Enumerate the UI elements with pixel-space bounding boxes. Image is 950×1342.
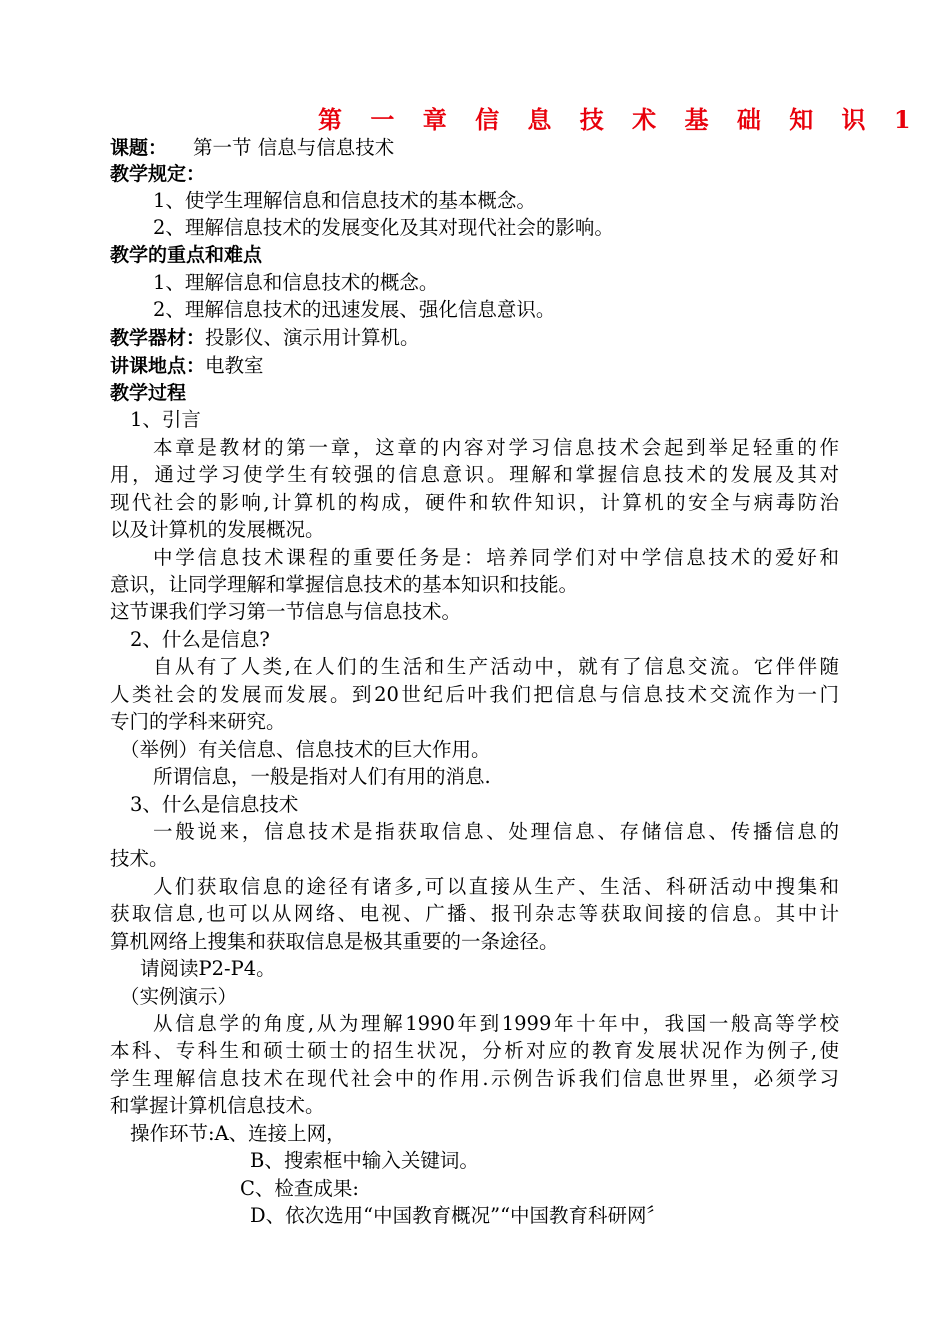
body-line: 专门的学科来研究。 (110, 710, 286, 733)
operation-step-d: D、依次选用“中国教育概况”“中国教育科研网〞 (250, 1204, 667, 1227)
body-line: 人类社会的发展而发展。到20世纪后叶我们把信息与信息技术交流作为一门 (110, 683, 839, 706)
location-line (110, 353, 264, 379)
section-heading-info-tech: 3、什么是信息技术 (130, 793, 299, 816)
body-line: 自从有了人类,在人们的生活和生产活动中，就有了信息交流。它伴伴随 (153, 655, 839, 678)
process-heading: 教学过程 (110, 382, 187, 404)
body-line: 获取信息,也可以从网络、电视、广播、报刊杂志等获取间接的信息。其中计 (110, 902, 839, 925)
body-line: 算机网络上搜集和获取信息是极其重要的一条途径。 (110, 930, 559, 953)
body-line: 现代社会的影响,计算机的构成，硬件和软件知识，计算机的安全与病毒防治 (110, 491, 839, 514)
body-line: 这节课我们学习第一节信息与信息技术。 (110, 600, 462, 623)
body-line: 中学信息技术课程的重要任务是：培养同学们对中学信息技术的爱好和 (153, 546, 839, 569)
body-line: 学生理解信息技术在现代社会中的作用.示例告诉我们信息世界里，必须学习 (110, 1067, 839, 1090)
operation-step-b: B、搜索框中输入关键词。 (250, 1149, 479, 1172)
body-line: 和掌握计算机信息技术。 (110, 1094, 325, 1117)
requirements-heading: 教学规定： (110, 163, 206, 185)
equipment-label: 教学器材： (110, 327, 206, 349)
requirement-item: 2、理解信息技术的发展变化及其对现代社会的影响。 (153, 216, 614, 239)
requirement-item: 1、使学生理解信息和信息技术的基本概念。 (153, 189, 536, 212)
body-line: 本章是教材的第一章，这章的内容对学习信息技术会起到举足轻重的作 (153, 436, 839, 459)
operation-step-c: C、检查成果: (240, 1177, 359, 1200)
focus-heading: 教学的重点和难点 (110, 244, 263, 266)
body-line: 技术。 (110, 847, 169, 870)
location-value: 电教室 (205, 354, 264, 377)
body-line: 意识，让同学理解和掌握信息技术的基本知识和技能。 (110, 573, 579, 596)
body-line: 所谓信息，一般是指对人们有用的消息. (153, 765, 491, 788)
focus-item: 2、理解信息技术的迅速发展、强化信息意识。 (153, 298, 556, 321)
equipment-line (110, 325, 420, 351)
section-heading-what-is-info: 2、什么是信息? (130, 628, 270, 651)
body-line: （举例）有关信息、信息技术的巨大作用。 (120, 738, 491, 761)
body-line: 从信息学的角度,从为理解1990年到1999年十年中，我国一般高等学校 (153, 1012, 839, 1035)
location-label: 讲课地点： (110, 355, 206, 377)
subject-line (110, 135, 394, 161)
focus-item: 1、理解信息和信息技术的概念。 (153, 271, 439, 294)
section-heading-intro: 1、引言 (130, 408, 201, 431)
body-line: （实例演示） (120, 985, 238, 1008)
body-line: 人们获取信息的途径有诸多,可以直接从生产、生活、科研活动中搜集和 (153, 875, 839, 898)
equipment-value: 投影仪、演示用计算机。 (205, 326, 420, 349)
body-line: 本科、专科生和硕士硕士的招生状况，分析对应的教育发展状况作为例子,使 (110, 1039, 839, 1062)
subject-label: 课题： (110, 137, 168, 159)
body-line: 以及计算机的发展概况。 (110, 518, 325, 541)
body-line: 请阅读P2-P4。 (140, 957, 276, 980)
subject-value: 第一节 信息与信息技术 (193, 136, 395, 159)
body-line: 一般说来，信息技术是指获取信息、处理信息、存储信息、传播信息的 (153, 820, 839, 843)
chapter-title: 第 一 章 信 息 技 术 基 础 知 识 1 (318, 105, 921, 134)
operation-step-a: 操作环节:A、连接上网， (130, 1122, 346, 1145)
body-line: 用，通过学习使学生有较强的信息意识。理解和掌握信息技术的发展及其对 (110, 463, 839, 486)
